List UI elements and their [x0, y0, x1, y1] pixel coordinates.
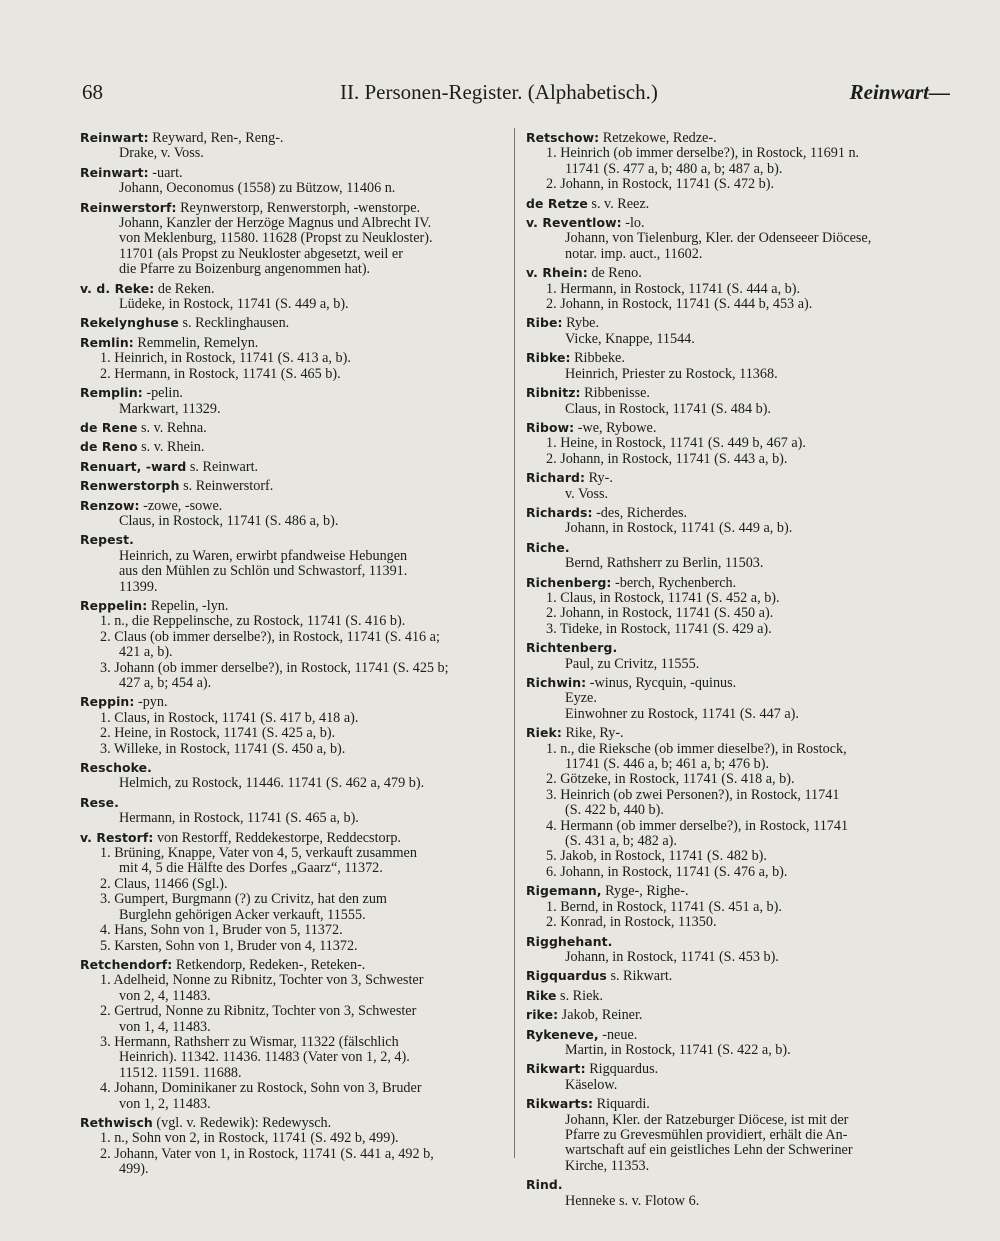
entry-detail-line: Johann, Oeconomus (1558) zu Bützow, 11406 n.: [119, 180, 396, 197]
register-entry: [526, 934, 951, 966]
entry-detail-line: notar. imp. auct., 11602.: [565, 245, 703, 262]
numbered-person-line: 1. n., die Rieksche (ob immer dieselbe?), in Rostock,: [546, 740, 847, 757]
register-entry: [80, 420, 502, 436]
entry-headword: Ribe:: [526, 315, 563, 331]
register-entry: [526, 988, 951, 1004]
register-entry: [526, 725, 951, 880]
entry-variants: s. v. Rhein.: [137, 439, 205, 456]
entry-headword: Rigghehant.: [526, 933, 613, 949]
entry-variants: de Reno.: [587, 265, 642, 282]
entry-variants: Reyward, Ren-, Reng-.: [148, 130, 284, 146]
register-entry: [80, 795, 502, 827]
entry-headword: Rykeneve,: [526, 1026, 599, 1042]
entry-heading-line: [80, 598, 502, 614]
entry-headword: v. Reventlow:: [526, 215, 622, 231]
register-entry: [80, 694, 502, 757]
register-entry: [526, 640, 951, 672]
entry-detail-line: 11741 (S. 446 a, b; 461 a, b; 476 b).: [565, 756, 769, 773]
entry-headword: Repest.: [80, 532, 134, 548]
register-entry: [526, 315, 951, 347]
numbered-person-line: 1. Heinrich (ob immer derselbe?), in Rostock, 11691 n.: [546, 145, 860, 162]
entry-detail-line: Heinrich, zu Waren, erwirbt pfandweise Hebungen: [119, 547, 408, 564]
register-entry: [526, 883, 951, 930]
register-entry: [526, 1007, 951, 1023]
entry-headword: Richtenberg.: [526, 640, 618, 656]
entry-headword: Rike: [526, 987, 557, 1003]
entry-detail-line: wartschaft auf ein geistliches Lehn der Schweriner: [565, 1142, 853, 1159]
entry-variants: s. Rikwart.: [606, 968, 673, 985]
entry-detail-line: (S. 422 b, 440 b).: [565, 802, 664, 819]
entry-detail-line: v. Voss.: [565, 485, 609, 502]
entry-heading-line: [526, 540, 951, 556]
numbered-person-line: 1. Heinrich, in Rostock, 11741 (S. 413 a, b).: [100, 350, 351, 367]
entry-headword: rike:: [526, 1007, 559, 1023]
entry-detail-line: mit 4, 5 die Hälfte des Dorfes „Gaarz“, 11372.: [119, 860, 383, 877]
register-entry: [526, 675, 951, 722]
register-entry: [80, 478, 502, 494]
entry-heading-line: [526, 640, 951, 656]
entry-variants: -pyn.: [134, 694, 168, 711]
entry-headword: v. d. Reke:: [80, 280, 155, 296]
entry-heading-line: [80, 795, 502, 811]
entry-headword: Renzow:: [80, 497, 140, 513]
entry-heading-line: [526, 934, 951, 950]
register-entry: [80, 315, 502, 331]
entry-variants: s. Riek.: [556, 987, 604, 1004]
entry-headword: Renwerstorph: [80, 478, 180, 494]
numbered-person-line: 2. Johann, in Rostock, 11741 (S. 443 a, b).: [546, 450, 788, 467]
entry-variants: Rybe.: [562, 315, 600, 332]
entry-headword: Rigquardus: [526, 968, 607, 984]
entry-heading-line: [526, 196, 951, 212]
numbered-person-line: 2. Claus, 11466 (Sgl.).: [100, 875, 228, 892]
entry-detail-line: 11701 (als Propst zu Neukloster abgesetzt, weil er: [119, 245, 403, 262]
entry-headword: Ribke:: [526, 350, 571, 366]
entry-detail-line: Pfarre zu Grevesmühlen providiert, erhält die An-: [565, 1126, 848, 1143]
entry-headword: Richwin:: [526, 675, 587, 690]
entry-headword: Renuart, -ward: [80, 458, 187, 474]
entry-detail-line: von 2, 4, 11483.: [119, 987, 211, 1004]
entry-variants: de Reken.: [154, 280, 215, 297]
entry-detail-line: Markwart, 11329.: [119, 400, 221, 417]
entry-detail-line: 421 a, b).: [119, 644, 173, 661]
numbered-person-line: 2. Johann, Vater von 1, in Rostock, 11741 (S. 441 a, 492 b,: [100, 1145, 434, 1162]
entry-heading-line: [526, 988, 951, 1004]
left-column: [80, 130, 502, 1181]
entry-detail-line: Drake, v. Voss.: [119, 145, 204, 162]
entry-headword: de Retze: [526, 195, 588, 211]
entry-headword: Richards:: [526, 504, 593, 520]
entry-detail-line: Johann, Kanzler der Herzöge Magnus und Albrecht IV.: [119, 215, 432, 232]
numbered-person-line: 1. Heine, in Rostock, 11741 (S. 449 b, 467 a).: [546, 435, 806, 452]
entry-heading-line: [80, 335, 502, 351]
entry-headword: Rese.: [80, 794, 119, 810]
numbered-person-line: 1. n., die Reppelinsche, zu Rostock, 11741 (S. 416 b).: [100, 613, 406, 630]
numbered-person-line: 2. Götzeke, in Rostock, 11741 (S. 418 a, b).: [546, 771, 795, 788]
entry-detail-line: Einwohner zu Rostock, 11741 (S. 447 a).: [565, 705, 799, 722]
entry-detail-line: Lüdeke, in Rostock, 11741 (S. 449 a, b).: [119, 296, 349, 313]
entry-headword: Reinwart:: [80, 164, 149, 180]
register-entry: [526, 130, 951, 193]
register-entry: [80, 335, 502, 382]
register-entry: [80, 459, 502, 475]
register-entry: [526, 470, 951, 502]
entry-heading-line: [526, 130, 951, 146]
entry-headword: Remlin:: [80, 334, 134, 350]
entry-headword: Rind.: [526, 1177, 563, 1193]
register-entry: [526, 350, 951, 382]
entry-detail-line: Claus, in Rostock, 11741 (S. 486 a, b).: [119, 512, 339, 529]
entry-heading-line: [526, 1027, 951, 1043]
entry-heading-line: [526, 470, 951, 486]
register-entry: [526, 215, 951, 262]
register-entry: [526, 1177, 951, 1209]
entry-variants: -lo.: [621, 215, 645, 232]
entry-heading-line: [80, 532, 502, 548]
entry-headword: Ribnitz:: [526, 385, 581, 401]
entry-heading-line: [526, 215, 951, 231]
entry-heading-line: [526, 505, 951, 521]
numbered-person-line: 3. Johann (ob immer derselbe?), in Rostock, 11741 (S. 425 b;: [100, 659, 449, 676]
register-entry: [526, 1096, 951, 1174]
numbered-person-line: 6. Johann, in Rostock, 11741 (S. 476 a, b).: [546, 863, 788, 880]
column-divider: [514, 128, 515, 1158]
entry-variants: s. v. Rehna.: [137, 419, 207, 436]
entry-heading-line: [526, 1007, 951, 1023]
numbered-person-line: 2. Johann, in Rostock, 11741 (S. 472 b).: [546, 176, 775, 193]
entry-detail-line: Vicke, Knappe, 11544.: [565, 330, 695, 347]
register-entry: [526, 1027, 951, 1059]
numbered-person-line: 5. Karsten, Sohn von 1, Bruder von 4, 11372.: [100, 937, 358, 954]
entry-heading-line: [526, 1096, 951, 1112]
entry-heading-line: [526, 1177, 951, 1193]
numbered-person-line: 4. Hans, Sohn von 1, Bruder von 5, 11372.: [100, 922, 343, 939]
numbered-person-line: 2. Johann, in Rostock, 11741 (S. 444 b, 453 a).: [546, 296, 813, 313]
numbered-person-line: 2. Claus (ob immer derselbe?), in Rostock, 11741 (S. 416 a;: [100, 628, 440, 645]
entry-detail-line: 427 a, b; 454 a).: [119, 675, 212, 691]
entry-headword: Richard:: [526, 470, 586, 486]
entry-detail-line: Johann, in Rostock, 11741 (S. 449 a, b).: [565, 520, 793, 537]
entry-detail-line: von Meklenburg, 11580. 11628 (Propst zu Neukloster).: [119, 230, 433, 247]
numbered-person-line: 1. Claus, in Rostock, 11741 (S. 452 a, b).: [546, 589, 780, 606]
entry-headword: Reinwerstorf:: [80, 199, 177, 215]
register-entry: [80, 830, 502, 954]
entry-heading-line: [526, 1061, 951, 1077]
entry-headword: Rikwart:: [526, 1061, 586, 1077]
entry-headword: Riek:: [526, 725, 562, 741]
entry-detail-line: Henneke s. v. Flotow 6.: [565, 1192, 700, 1209]
register-entry: [80, 1115, 502, 1178]
entry-detail-line: Heinrich). 11342. 11436. 11483 (Vater von 1, 2, 4).: [119, 1049, 410, 1066]
entry-heading-line: [80, 498, 502, 514]
entry-variants: -winus, Rycquin, -quinus.: [586, 675, 737, 691]
register-entry: [80, 760, 502, 792]
entry-variants: Jakob, Reiner.: [558, 1007, 643, 1024]
entry-heading-line: [80, 957, 502, 973]
register-entry: [80, 532, 502, 595]
numbered-person-line: 3. Tideke, in Rostock, 11741 (S. 429 a).: [546, 620, 772, 637]
entry-variants: Ry-.: [585, 470, 613, 487]
entry-headword: v. Restorf:: [80, 829, 154, 845]
entry-variants: -berch, Rychenberch.: [611, 574, 737, 591]
numbered-person-line: 3. Willeke, in Rostock, 11741 (S. 450 a, b).: [100, 740, 346, 757]
entry-variants: Reynwerstorp, Renwerstorph, -wenstorpe.: [176, 199, 421, 216]
register-entry: [80, 385, 502, 417]
entry-heading-line: [80, 130, 502, 146]
entry-variants: s. v. Reez.: [587, 195, 650, 212]
entry-heading-line: [80, 315, 502, 331]
entry-detail-line: von 1, 2, 11483.: [119, 1095, 211, 1112]
register-entry: [526, 196, 951, 212]
entry-heading-line: [80, 385, 502, 401]
entry-heading-line: [526, 315, 951, 331]
entry-headword: Richenberg:: [526, 574, 612, 590]
register-entry: [80, 130, 502, 162]
entry-headword: Reppin:: [80, 694, 135, 710]
entry-variants: -pelin.: [142, 385, 183, 402]
entry-detail-line: Johann, in Rostock, 11741 (S. 453 b).: [565, 948, 779, 965]
entry-detail-line: Martin, in Rostock, 11741 (S. 422 a, b).: [565, 1041, 791, 1058]
entry-detail-line: aus den Mühlen zu Schlön und Schwastorf, 11391.: [119, 563, 408, 580]
entry-variants: -uart.: [148, 164, 183, 181]
entry-detail-line: die Pfarre zu Boizenburg angenommen hat).: [119, 261, 371, 278]
entry-heading-line: [80, 200, 502, 216]
entry-heading-line: [80, 165, 502, 181]
numbered-person-line: 4. Johann, Dominikaner zu Rostock, Sohn von 3, Bruder: [100, 1080, 422, 1097]
entry-variants: (vgl. v. Redewik): Redewysch.: [152, 1114, 332, 1131]
register-entry: [526, 540, 951, 572]
register-entry: [80, 957, 502, 1112]
entry-headword: Riche.: [526, 539, 570, 555]
register-entry: [80, 439, 502, 455]
entry-headword: de Reno: [80, 439, 138, 455]
entry-variants: -des, Richerdes.: [592, 504, 688, 521]
numbered-person-line: 1. n., Sohn von 2, in Rostock, 11741 (S. 492 b, 499).: [100, 1130, 399, 1147]
numbered-person-line: 2. Konrad, in Rostock, 11350.: [546, 914, 717, 931]
numbered-person-line: 1. Adelheid, Nonne zu Ribnitz, Tochter von 3, Schwester: [100, 972, 424, 989]
entry-headword: de Rene: [80, 419, 138, 435]
running-head: Reinwart—: [849, 80, 950, 104]
register-entry: [80, 165, 502, 197]
page-header: [82, 80, 950, 114]
entry-detail-line: 499).: [119, 1161, 149, 1178]
entry-variants: s. Reinwart.: [186, 458, 259, 475]
entry-detail-line: Claus, in Rostock, 11741 (S. 484 b).: [565, 400, 771, 417]
numbered-person-line: 3. Heinrich (ob zwei Personen?), in Rostock, 11741: [546, 786, 840, 803]
entry-heading-line: [526, 420, 951, 436]
register-entry: [526, 1061, 951, 1093]
entry-detail-line: Johann, von Tielenburg, Kler. der Odenseeer Diöcese,: [565, 230, 872, 247]
entry-heading-line: [526, 575, 951, 591]
numbered-person-line: 3. Gumpert, Burgmann (?) zu Crivitz, hat den zum: [100, 891, 387, 908]
entry-headword: Retchendorf:: [80, 956, 173, 972]
entry-variants: s. Recklinghausen.: [178, 315, 290, 332]
entry-heading-line: [80, 459, 502, 475]
entry-variants: Ribbenisse.: [580, 385, 650, 402]
entry-variants: Rike, Ry-.: [561, 725, 624, 742]
entry-headword: Rigemann,: [526, 883, 602, 899]
entry-variants: s. Reinwerstorf.: [179, 478, 274, 495]
numbered-person-line: 4. Hermann (ob immer derselbe?), in Rostock, 11741: [546, 817, 849, 834]
entry-detail-line: 11399.: [119, 578, 158, 595]
entry-detail-line: Heinrich, Priester zu Rostock, 11368.: [565, 365, 778, 382]
entry-headword: Reschoke.: [80, 760, 152, 776]
register-entry: [526, 385, 951, 417]
register-entry: [80, 200, 502, 278]
numbered-person-line: 2. Johann, in Rostock, 11741 (S. 450 a).: [546, 605, 774, 622]
register-entry: [526, 968, 951, 984]
entry-headword: Reppelin:: [80, 597, 148, 613]
entry-heading-line: [80, 281, 502, 297]
register-entry: [526, 420, 951, 467]
numbered-person-line: 5. Jakob, in Rostock, 11741 (S. 482 b).: [546, 848, 767, 865]
page-number: 68: [82, 80, 103, 104]
numbered-person-line: 2. Heine, in Rostock, 11741 (S. 425 a, b).: [100, 725, 336, 742]
numbered-person-line: 1. Brüning, Knappe, Vater von 4, 5, verkauft zusammen: [100, 845, 417, 862]
entry-heading-line: [80, 439, 502, 455]
entry-detail-line: Burglehn gehörigen Acker verkauft, 11555.: [119, 906, 366, 923]
entry-variants: Repelin, -lyn.: [147, 597, 229, 614]
entry-variants: Retzekowe, Redze-.: [599, 130, 717, 146]
entry-variants: Rigquardus.: [585, 1061, 659, 1078]
entry-variants: -zowe, -sowe.: [139, 497, 223, 514]
entry-variants: von Restorff, Reddekestorpe, Reddecstorp.: [153, 829, 401, 846]
numbered-person-line: 2. Gertrud, Nonne zu Ribnitz, Tochter von 3, Schwester: [100, 1003, 417, 1020]
entry-heading-line: [526, 350, 951, 366]
numbered-person-line: 3. Hermann, Rathsherr zu Wismar, 11322 (fälschlich: [100, 1033, 399, 1050]
entry-heading-line: [80, 760, 502, 776]
register-entry: [526, 505, 951, 537]
numbered-person-line: 1. Claus, in Rostock, 11741 (S. 417 b, 418 a).: [100, 709, 359, 726]
entry-heading-line: [526, 675, 951, 691]
entry-heading-line: [526, 968, 951, 984]
entry-headword: Reinwart:: [80, 130, 149, 145]
entry-headword: Rethwisch: [80, 1114, 153, 1130]
entry-variants: -neue.: [598, 1026, 638, 1043]
entry-variants: Ryge-, Righe-.: [601, 883, 689, 900]
entry-headword: Retschow:: [526, 130, 600, 145]
numbered-person-line: 1. Hermann, in Rostock, 11741 (S. 444 a, b).: [546, 280, 801, 297]
entry-heading-line: [526, 385, 951, 401]
entry-heading-line: [526, 725, 951, 741]
entry-detail-line: Eyze.: [565, 690, 597, 707]
entry-variants: -we, Rybowe.: [574, 419, 657, 436]
entry-detail-line: Kirche, 11353.: [565, 1157, 650, 1174]
right-column: [526, 130, 951, 1212]
entry-detail-line: Paul, zu Crivitz, 11555.: [565, 655, 700, 672]
entry-heading-line: [80, 830, 502, 846]
register-entry: [526, 575, 951, 638]
register-entry: [526, 265, 951, 312]
entry-detail-line: 11741 (S. 477 a, b; 480 a, b; 487 a, b).: [565, 160, 783, 177]
entry-headword: Rikwarts:: [526, 1096, 594, 1112]
entry-variants: Riquardi.: [593, 1096, 650, 1113]
entry-variants: Remmelin, Remelyn.: [133, 334, 259, 351]
entry-heading-line: [526, 265, 951, 281]
numbered-person-line: 2. Hermann, in Rostock, 11741 (S. 465 b).: [100, 365, 341, 382]
entry-detail-line: Käselow.: [565, 1076, 618, 1093]
entry-heading-line: [80, 694, 502, 710]
entry-headword: Rekelynghuse: [80, 315, 179, 331]
entry-detail-line: Johann, Kler. der Ratzeburger Diöcese, ist mit der: [565, 1111, 849, 1128]
entry-headword: Remplin:: [80, 385, 143, 401]
entry-heading-line: [526, 883, 951, 899]
entry-variants: Ribbeke.: [570, 350, 625, 367]
entry-heading-line: [80, 1115, 502, 1131]
entry-detail-line: Helmich, zu Rostock, 11446. 11741 (S. 462 a, 479 b).: [119, 775, 425, 792]
register-entry: [80, 281, 502, 313]
entry-heading-line: [80, 478, 502, 494]
entry-detail-line: von 1, 4, 11483.: [119, 1018, 211, 1035]
entry-variants: Retkendorp, Redeken-, Reteken-.: [172, 956, 366, 973]
entry-heading-line: [80, 420, 502, 436]
entry-detail-line: (S. 431 a, b; 482 a).: [565, 833, 677, 850]
register-entry: [80, 498, 502, 530]
entry-headword: Ribow:: [526, 419, 575, 435]
entry-detail-line: 11512. 11591. 11688.: [119, 1064, 242, 1081]
entry-detail-line: Bernd, Rathsherr zu Berlin, 11503.: [565, 555, 764, 572]
entry-headword: v. Rhein:: [526, 265, 588, 281]
entry-detail-line: Hermann, in Rostock, 11741 (S. 465 a, b).: [119, 810, 359, 827]
running-title: II. Personen-Register. (Alphabetisch.): [340, 80, 658, 104]
register-entry: [80, 598, 502, 691]
numbered-person-line: 1. Bernd, in Rostock, 11741 (S. 451 a, b).: [546, 898, 782, 915]
